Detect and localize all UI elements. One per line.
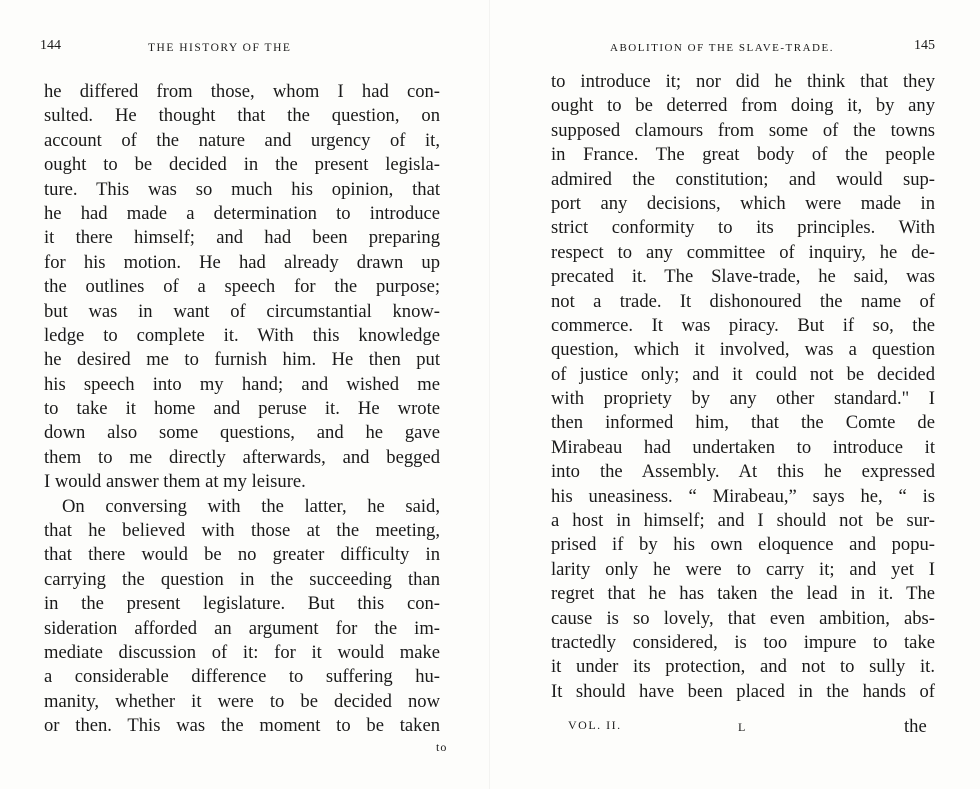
text-line: them to me directly afterwards, and begged (44, 446, 440, 468)
text-line: sulted. He thought that the question, on (44, 105, 440, 127)
text-line: into the Assembly. At this he expressed (551, 461, 935, 483)
right-body-text (551, 70, 935, 704)
text-line: he desired me to furnish him. He then put (44, 349, 440, 371)
text-line: a considerable difference to suffering hu- (44, 666, 440, 688)
text-line: supposed clamours from some of the towns (551, 119, 935, 141)
text-line: ought to be decided in the present legisla- (44, 154, 440, 176)
text-line: strict conformity to its principles. With (551, 217, 935, 239)
text-line: On conversing with the latter, he said, (62, 495, 440, 517)
right-catchword: the (904, 716, 927, 737)
text-line: a host in himself; and I should not be sur- (551, 510, 935, 532)
text-line: account of the nature and urgency of it, (44, 129, 440, 151)
text-line: port any decisions, which were made in (551, 192, 935, 214)
text-line: question, which it involved, was a question (551, 339, 935, 361)
text-line: his speech into my hand; and wished me (44, 373, 440, 395)
text-line: carrying the question in the succeeding than (44, 568, 440, 590)
text-line: It should have been placed in the hands of (551, 680, 935, 702)
text-line: cause is so lovely, that even ambition, abs- (551, 607, 935, 629)
text-line: he had made a determination to introduce (44, 202, 440, 224)
text-line: it under its protection, and not to sully it. (551, 656, 935, 678)
text-line: I would answer them at my leisure. (44, 471, 306, 493)
left-page-number: 144 (40, 38, 61, 53)
text-line: of justice only; and it could not be decided (551, 363, 935, 385)
signature-letter: L (738, 720, 746, 734)
text-line: larity only he were to carry it; and yet I (551, 558, 935, 580)
text-line: with propriety by any other standard." I (551, 388, 935, 410)
text-line: in France. The great body of the people (551, 144, 935, 166)
text-line: regret that he has taken the lead in it. The (551, 583, 935, 605)
text-line: he differed from those, whom I had con- (44, 81, 440, 102)
text-line: or then. This was the moment to be taken (44, 715, 440, 737)
text-line: it there himself; and had been preparing (44, 227, 440, 249)
text-line: commerce. It was piracy. But if so, the (551, 314, 935, 336)
text-line: that there would be no greater difficulty in (44, 544, 440, 566)
text-line: mediate discussion of it: for it would make (44, 641, 440, 663)
left-catchword: to (436, 740, 448, 754)
text-line: ledge to complete it. With this knowledge (44, 324, 440, 346)
text-line: in the present legislature. But this con- (44, 593, 440, 615)
text-line: ture. This was so much his opinion, that (44, 178, 440, 200)
text-line: his uneasiness. “ Mirabeau,” says he, “ is (551, 485, 935, 507)
text-line: the outlines of a speech for the purpose; (44, 276, 440, 298)
volume-signature: VOL. II. (568, 718, 622, 732)
text-line: prised if by his own eloquence and popu- (551, 534, 935, 556)
text-line: then informed him, that the Comte de (551, 412, 935, 434)
text-line: tractedly considered, is too impure to take (551, 631, 935, 653)
text-line: to take it home and peruse it. He wrote (44, 398, 440, 420)
text-line: to introduce it; nor did he think that they (551, 71, 935, 92)
text-line: respect to any committee of inquiry, he de- (551, 241, 935, 263)
right-page-number: 145 (914, 38, 935, 53)
left-running-head: THE HISTORY OF THE (148, 42, 292, 54)
right-page (490, 0, 980, 789)
right-running-head: ABOLITION OF THE SLAVE-TRADE. (610, 42, 834, 54)
text-line: Mirabeau had undertaken to introduce it (551, 436, 935, 458)
text-line: but was in want of circumstantial know- (44, 300, 440, 322)
text-line: manity, whether it were to be decided now (44, 690, 440, 712)
text-line: not a trade. It dishonoured the name of (551, 290, 935, 312)
text-line: for his motion. He had already drawn up (44, 251, 440, 273)
text-line: ought to be deterred from doing it, by any (551, 95, 935, 117)
text-line: precated it. The Slave-trade, he said, was (551, 266, 935, 288)
text-line: sideration afforded an argument for the im- (44, 617, 440, 639)
text-line: down also some questions, and he gave (44, 422, 440, 444)
left-body-text (44, 80, 440, 739)
text-line: admired the constitution; and would sup- (551, 168, 935, 190)
text-line: that he believed with those at the meeting, (44, 520, 440, 542)
